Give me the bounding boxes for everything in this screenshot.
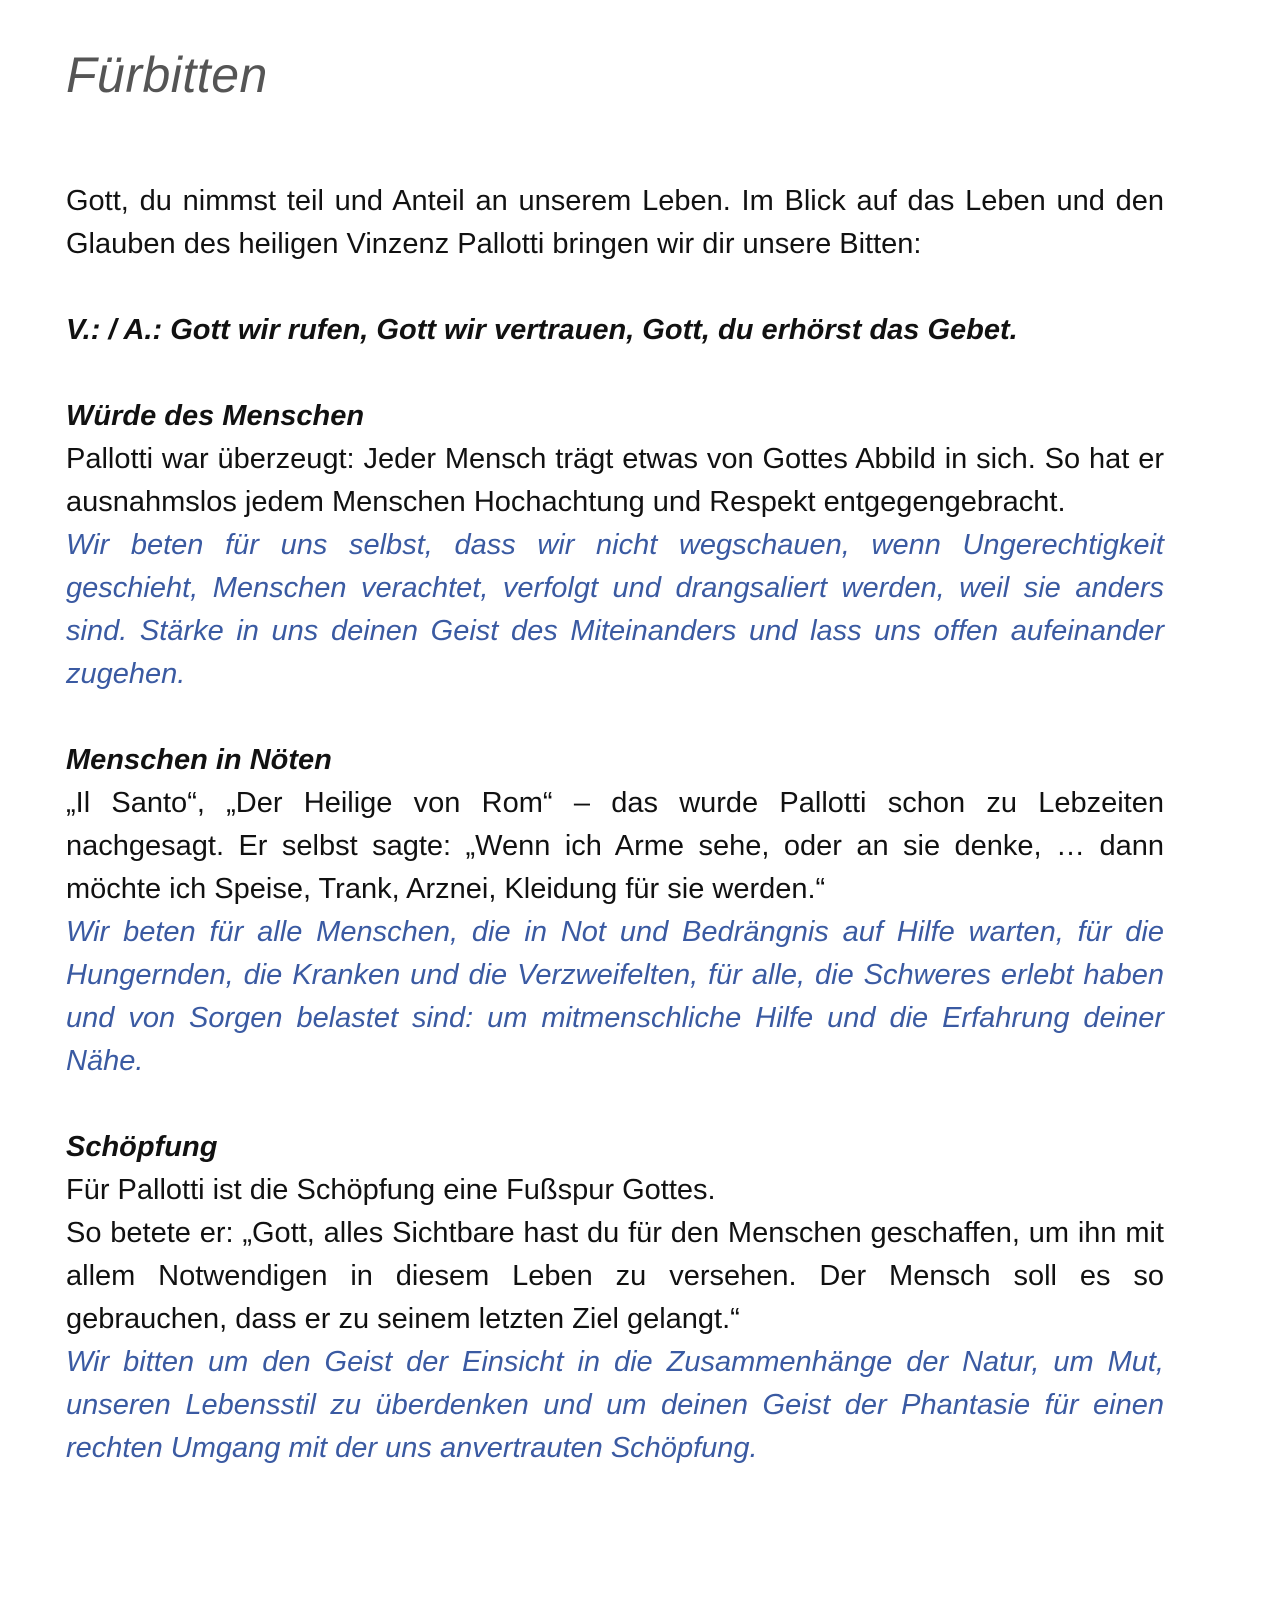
section-prayer: Wir beten für uns selbst, dass wir nicht wegschauen, wenn Ungerechtigkeit geschieht, Menschen verachtet, verfolgt und drangsaliert werden, weil sie anders sind. Stärke in uns deinen Geist des Miteinanders und lass uns offen aufeinander zugehen. (66, 529, 1164, 690)
section-heading: Menschen in Nöten (66, 744, 332, 776)
intro-paragraph: Gott, du nimmst teil und Anteil an unserem Leben. Im Blick auf das Leben und den Glauben des heiligen Vinzenz Pallotti bringen wir dir unsere Bitten: (66, 185, 1164, 260)
section-text: So betete er: „Gott, alles Sichtbare hast du für den Menschen geschaffen, um ihn mit allem Notwendigen in diesem Leben zu versehen. Der Mensch soll es so gebrauchen, dass er zu seinem letzten Ziel gelangt.“ (66, 1217, 1164, 1335)
response-line: V.: / A.: Gott wir rufen, Gott wir vertrauen, Gott, du erhörst das Gebet. (66, 314, 1018, 346)
section-prayer: Wir bitten um den Geist der Einsicht in die Zusammenhänge der Natur, um Mut, unseren Lebensstil zu überdenken und um deinen Geist der Phantasie für einen rechten Umgang mit der uns anvertrauten Schöpfung. (66, 1346, 1164, 1464)
section-text-line: Für Pallotti ist die Schöpfung eine Fußspur Gottes. (66, 1174, 716, 1206)
section-wuerde (66, 395, 1164, 696)
section-prayer: Wir beten für alle Menschen, die in Not und Bedrängnis auf Hilfe warten, für die Hungernden, die Kranken und die Verzweifelten, für alle, die Schweres erlebt haben und von Sorgen belastet sind: um mitmenschliche Hilfe und die Erfahrung deiner Nähe. (66, 916, 1164, 1077)
section-text: „Il Santo“, „Der Heilige von Rom“ – das wurde Pallotti schon zu Lebzeiten nachgesagt. Er selbst sagte: „Wenn ich Arme sehe, oder an sie denke, … dann möchte ich Speise, Trank, Arznei, Kleidung für sie werden.“ (66, 787, 1164, 905)
section-schoepfung (66, 1126, 1164, 1470)
page-title: Fürbitten (66, 47, 268, 103)
section-text: Pallotti war überzeugt: Jeder Mensch trägt etwas von Gottes Abbild in sich. So hat er ausnahmslos jedem Menschen Hochachtung und Respekt entgegengebracht. (66, 443, 1164, 518)
section-heading: Schöpfung (66, 1131, 218, 1163)
section-noeten (66, 739, 1164, 1083)
section-heading: Würde des Menschen (66, 400, 365, 432)
document-page (66, 38, 1164, 1470)
